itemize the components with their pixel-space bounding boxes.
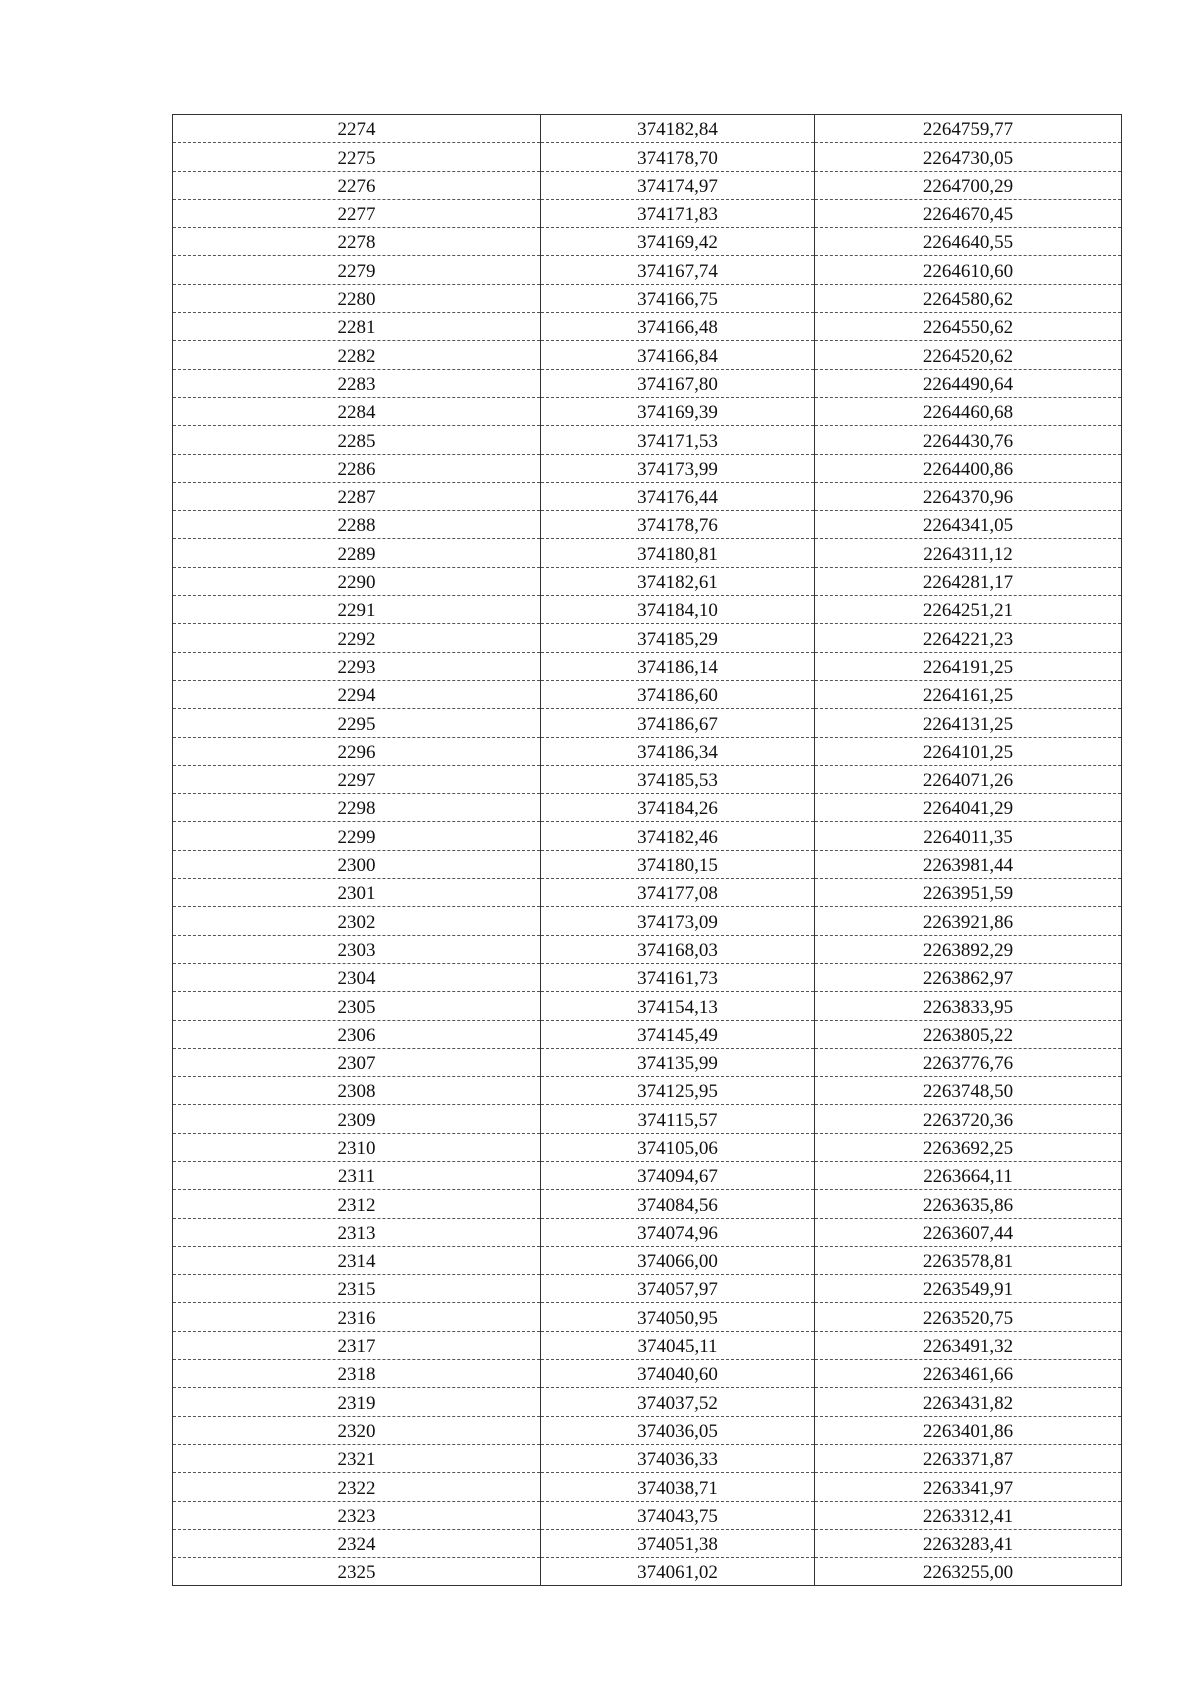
table-row <box>173 624 1122 652</box>
table-row <box>173 369 1122 397</box>
table-row <box>173 115 1122 143</box>
y-coordinate-cell: 2264370,96 <box>815 482 1122 510</box>
x-coordinate-cell: 374171,53 <box>541 426 815 454</box>
y-coordinate-cell: 2264191,25 <box>815 652 1122 680</box>
y-coordinate-cell: 2264490,64 <box>815 369 1122 397</box>
y-coordinate-cell: 2263341,97 <box>815 1473 1122 1501</box>
point-number-cell: 2295 <box>173 709 541 737</box>
table-row <box>173 822 1122 850</box>
x-coordinate-cell: 374169,42 <box>541 228 815 256</box>
table-row <box>173 454 1122 482</box>
x-coordinate-cell: 374051,38 <box>541 1529 815 1557</box>
x-coordinate-cell: 374186,67 <box>541 709 815 737</box>
table-row <box>173 482 1122 510</box>
x-coordinate-cell: 374182,61 <box>541 567 815 595</box>
y-coordinate-cell: 2263461,66 <box>815 1360 1122 1388</box>
point-number-cell: 2286 <box>173 454 541 482</box>
table-row <box>173 765 1122 793</box>
x-coordinate-cell: 374184,26 <box>541 794 815 822</box>
table-row <box>173 284 1122 312</box>
point-number-cell: 2317 <box>173 1331 541 1359</box>
y-coordinate-cell: 2263549,91 <box>815 1275 1122 1303</box>
y-coordinate-cell: 2264640,55 <box>815 228 1122 256</box>
table-row <box>173 171 1122 199</box>
x-coordinate-cell: 374173,99 <box>541 454 815 482</box>
x-coordinate-cell: 374186,60 <box>541 680 815 708</box>
point-number-cell: 2287 <box>173 482 541 510</box>
table-row <box>173 228 1122 256</box>
table-row <box>173 794 1122 822</box>
table-row <box>173 680 1122 708</box>
point-number-cell: 2304 <box>173 963 541 991</box>
table-row <box>173 1246 1122 1274</box>
point-number-cell: 2316 <box>173 1303 541 1331</box>
y-coordinate-cell: 2264011,35 <box>815 822 1122 850</box>
x-coordinate-cell: 374105,06 <box>541 1133 815 1161</box>
x-coordinate-cell: 374040,60 <box>541 1360 815 1388</box>
x-coordinate-cell: 374084,56 <box>541 1190 815 1218</box>
x-coordinate-cell: 374115,57 <box>541 1105 815 1133</box>
y-coordinate-cell: 2264580,62 <box>815 284 1122 312</box>
x-coordinate-cell: 374125,95 <box>541 1077 815 1105</box>
point-number-cell: 2311 <box>173 1161 541 1189</box>
y-coordinate-cell: 2264341,05 <box>815 511 1122 539</box>
table-row <box>173 567 1122 595</box>
point-number-cell: 2320 <box>173 1416 541 1444</box>
point-number-cell: 2319 <box>173 1388 541 1416</box>
x-coordinate-cell: 374186,34 <box>541 737 815 765</box>
x-coordinate-cell: 374135,99 <box>541 1048 815 1076</box>
x-coordinate-cell: 374166,48 <box>541 313 815 341</box>
point-number-cell: 2314 <box>173 1246 541 1274</box>
point-number-cell: 2299 <box>173 822 541 850</box>
table-row <box>173 256 1122 284</box>
point-number-cell: 2324 <box>173 1529 541 1557</box>
point-number-cell: 2283 <box>173 369 541 397</box>
y-coordinate-cell: 2263776,76 <box>815 1048 1122 1076</box>
point-number-cell: 2302 <box>173 907 541 935</box>
point-number-cell: 2293 <box>173 652 541 680</box>
point-number-cell: 2285 <box>173 426 541 454</box>
y-coordinate-cell: 2264610,60 <box>815 256 1122 284</box>
y-coordinate-cell: 2264520,62 <box>815 341 1122 369</box>
point-number-cell: 2294 <box>173 680 541 708</box>
y-coordinate-cell: 2263312,41 <box>815 1501 1122 1529</box>
table-row <box>173 1133 1122 1161</box>
table-row <box>173 850 1122 878</box>
table-row <box>173 1020 1122 1048</box>
table-row <box>173 426 1122 454</box>
y-coordinate-cell: 2263748,50 <box>815 1077 1122 1105</box>
x-coordinate-cell: 374185,53 <box>541 765 815 793</box>
y-coordinate-cell: 2264131,25 <box>815 709 1122 737</box>
y-coordinate-cell: 2263951,59 <box>815 879 1122 907</box>
y-coordinate-cell: 2264101,25 <box>815 737 1122 765</box>
point-number-cell: 2312 <box>173 1190 541 1218</box>
x-coordinate-cell: 374176,44 <box>541 482 815 510</box>
point-number-cell: 2282 <box>173 341 541 369</box>
x-coordinate-cell: 374061,02 <box>541 1558 815 1586</box>
table-row <box>173 143 1122 171</box>
y-coordinate-cell: 2264071,26 <box>815 765 1122 793</box>
table-row <box>173 1218 1122 1246</box>
x-coordinate-cell: 374182,46 <box>541 822 815 850</box>
point-number-cell: 2300 <box>173 850 541 878</box>
y-coordinate-cell: 2264041,29 <box>815 794 1122 822</box>
y-coordinate-cell: 2264281,17 <box>815 567 1122 595</box>
y-coordinate-cell: 2264251,21 <box>815 596 1122 624</box>
x-coordinate-cell: 374154,13 <box>541 992 815 1020</box>
point-number-cell: 2313 <box>173 1218 541 1246</box>
x-coordinate-cell: 374177,08 <box>541 879 815 907</box>
point-number-cell: 2291 <box>173 596 541 624</box>
x-coordinate-cell: 374180,81 <box>541 539 815 567</box>
point-number-cell: 2303 <box>173 935 541 963</box>
y-coordinate-cell: 2264730,05 <box>815 143 1122 171</box>
point-number-cell: 2321 <box>173 1444 541 1472</box>
point-number-cell: 2309 <box>173 1105 541 1133</box>
point-number-cell: 2307 <box>173 1048 541 1076</box>
x-coordinate-cell: 374036,05 <box>541 1416 815 1444</box>
table-row <box>173 1473 1122 1501</box>
y-coordinate-cell: 2263607,44 <box>815 1218 1122 1246</box>
coordinates-table-body <box>173 115 1122 1586</box>
table-row <box>173 199 1122 227</box>
point-number-cell: 2305 <box>173 992 541 1020</box>
coordinates-table <box>172 114 1122 1586</box>
table-row <box>173 313 1122 341</box>
y-coordinate-cell: 2263520,75 <box>815 1303 1122 1331</box>
y-coordinate-cell: 2264400,86 <box>815 454 1122 482</box>
y-coordinate-cell: 2263578,81 <box>815 1246 1122 1274</box>
x-coordinate-cell: 374166,84 <box>541 341 815 369</box>
x-coordinate-cell: 374174,97 <box>541 171 815 199</box>
point-number-cell: 2289 <box>173 539 541 567</box>
x-coordinate-cell: 374184,10 <box>541 596 815 624</box>
table-row <box>173 1303 1122 1331</box>
table-row <box>173 1529 1122 1557</box>
point-number-cell: 2274 <box>173 115 541 143</box>
x-coordinate-cell: 374171,83 <box>541 199 815 227</box>
y-coordinate-cell: 2264670,45 <box>815 199 1122 227</box>
point-number-cell: 2277 <box>173 199 541 227</box>
point-number-cell: 2297 <box>173 765 541 793</box>
point-number-cell: 2296 <box>173 737 541 765</box>
point-number-cell: 2276 <box>173 171 541 199</box>
y-coordinate-cell: 2263491,32 <box>815 1331 1122 1359</box>
table-row <box>173 992 1122 1020</box>
x-coordinate-cell: 374038,71 <box>541 1473 815 1501</box>
table-row <box>173 652 1122 680</box>
point-number-cell: 2288 <box>173 511 541 539</box>
y-coordinate-cell: 2264700,29 <box>815 171 1122 199</box>
point-number-cell: 2308 <box>173 1077 541 1105</box>
table-row <box>173 1275 1122 1303</box>
point-number-cell: 2306 <box>173 1020 541 1048</box>
point-number-cell: 2315 <box>173 1275 541 1303</box>
point-number-cell: 2322 <box>173 1473 541 1501</box>
x-coordinate-cell: 374066,00 <box>541 1246 815 1274</box>
table-row <box>173 1501 1122 1529</box>
y-coordinate-cell: 2264161,25 <box>815 680 1122 708</box>
y-coordinate-cell: 2263981,44 <box>815 850 1122 878</box>
y-coordinate-cell: 2263283,41 <box>815 1529 1122 1557</box>
table-row <box>173 397 1122 425</box>
y-coordinate-cell: 2264311,12 <box>815 539 1122 567</box>
x-coordinate-cell: 374074,96 <box>541 1218 815 1246</box>
table-row <box>173 737 1122 765</box>
y-coordinate-cell: 2263805,22 <box>815 1020 1122 1048</box>
table-row <box>173 1048 1122 1076</box>
y-coordinate-cell: 2263720,36 <box>815 1105 1122 1133</box>
table-row <box>173 1331 1122 1359</box>
point-number-cell: 2310 <box>173 1133 541 1161</box>
x-coordinate-cell: 374166,75 <box>541 284 815 312</box>
x-coordinate-cell: 374167,80 <box>541 369 815 397</box>
y-coordinate-cell: 2263892,29 <box>815 935 1122 963</box>
table-row <box>173 596 1122 624</box>
y-coordinate-cell: 2263255,00 <box>815 1558 1122 1586</box>
table-row <box>173 539 1122 567</box>
x-coordinate-cell: 374173,09 <box>541 907 815 935</box>
y-coordinate-cell: 2263862,97 <box>815 963 1122 991</box>
table-row <box>173 1190 1122 1218</box>
x-coordinate-cell: 374161,73 <box>541 963 815 991</box>
point-number-cell: 2323 <box>173 1501 541 1529</box>
table-row <box>173 907 1122 935</box>
point-number-cell: 2318 <box>173 1360 541 1388</box>
point-number-cell: 2281 <box>173 313 541 341</box>
point-number-cell: 2278 <box>173 228 541 256</box>
point-number-cell: 2275 <box>173 143 541 171</box>
point-number-cell: 2292 <box>173 624 541 652</box>
table-row <box>173 1105 1122 1133</box>
x-coordinate-cell: 374045,11 <box>541 1331 815 1359</box>
y-coordinate-cell: 2263833,95 <box>815 992 1122 1020</box>
y-coordinate-cell: 2263921,86 <box>815 907 1122 935</box>
y-coordinate-cell: 2264460,68 <box>815 397 1122 425</box>
table-row <box>173 1558 1122 1586</box>
x-coordinate-cell: 374185,29 <box>541 624 815 652</box>
y-coordinate-cell: 2263431,82 <box>815 1388 1122 1416</box>
table-row <box>173 511 1122 539</box>
y-coordinate-cell: 2264759,77 <box>815 115 1122 143</box>
point-number-cell: 2279 <box>173 256 541 284</box>
x-coordinate-cell: 374057,97 <box>541 1275 815 1303</box>
point-number-cell: 2325 <box>173 1558 541 1586</box>
y-coordinate-cell: 2264550,62 <box>815 313 1122 341</box>
table-row <box>173 1360 1122 1388</box>
x-coordinate-cell: 374050,95 <box>541 1303 815 1331</box>
point-number-cell: 2280 <box>173 284 541 312</box>
x-coordinate-cell: 374180,15 <box>541 850 815 878</box>
y-coordinate-cell: 2263635,86 <box>815 1190 1122 1218</box>
x-coordinate-cell: 374168,03 <box>541 935 815 963</box>
y-coordinate-cell: 2264221,23 <box>815 624 1122 652</box>
y-coordinate-cell: 2263664,11 <box>815 1161 1122 1189</box>
y-coordinate-cell: 2264430,76 <box>815 426 1122 454</box>
table-row <box>173 341 1122 369</box>
table-row <box>173 1416 1122 1444</box>
table-row <box>173 963 1122 991</box>
x-coordinate-cell: 374094,67 <box>541 1161 815 1189</box>
table-row <box>173 709 1122 737</box>
x-coordinate-cell: 374167,74 <box>541 256 815 284</box>
point-number-cell: 2301 <box>173 879 541 907</box>
x-coordinate-cell: 374178,70 <box>541 143 815 171</box>
table-row <box>173 1388 1122 1416</box>
x-coordinate-cell: 374037,52 <box>541 1388 815 1416</box>
x-coordinate-cell: 374169,39 <box>541 397 815 425</box>
y-coordinate-cell: 2263692,25 <box>815 1133 1122 1161</box>
table-row <box>173 1077 1122 1105</box>
point-number-cell: 2298 <box>173 794 541 822</box>
table-row <box>173 935 1122 963</box>
point-number-cell: 2284 <box>173 397 541 425</box>
x-coordinate-cell: 374182,84 <box>541 115 815 143</box>
table-row <box>173 1161 1122 1189</box>
x-coordinate-cell: 374178,76 <box>541 511 815 539</box>
x-coordinate-cell: 374043,75 <box>541 1501 815 1529</box>
x-coordinate-cell: 374186,14 <box>541 652 815 680</box>
x-coordinate-cell: 374036,33 <box>541 1444 815 1472</box>
y-coordinate-cell: 2263401,86 <box>815 1416 1122 1444</box>
table-row <box>173 1444 1122 1472</box>
x-coordinate-cell: 374145,49 <box>541 1020 815 1048</box>
point-number-cell: 2290 <box>173 567 541 595</box>
y-coordinate-cell: 2263371,87 <box>815 1444 1122 1472</box>
table-row <box>173 879 1122 907</box>
